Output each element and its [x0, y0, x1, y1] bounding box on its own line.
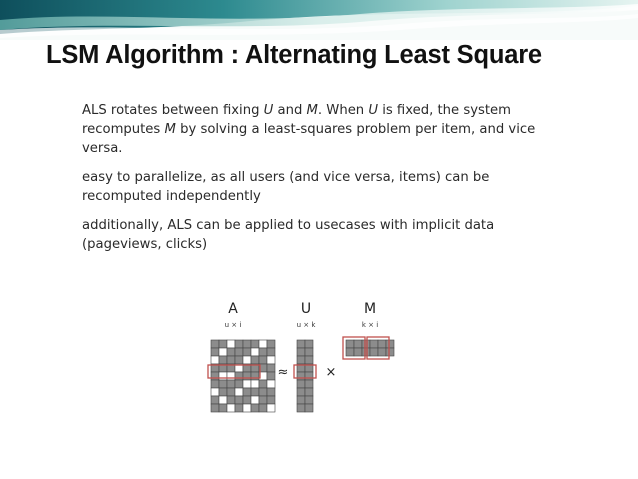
- paragraph-als-rotation: [82, 101, 552, 158]
- matrix-cell: [219, 372, 227, 380]
- matrix-cell: [305, 356, 313, 364]
- matrix-cell: [211, 372, 219, 380]
- matrix-cell: [305, 396, 313, 404]
- matrix-cell: [243, 404, 251, 412]
- matrix-cell: [235, 380, 243, 388]
- matrix-cell: [305, 380, 313, 388]
- header-banner-decoration: [0, 0, 638, 40]
- matrix-a-grid: [211, 340, 275, 412]
- matrix-cell: [251, 348, 259, 356]
- matrix-cell: [219, 404, 227, 412]
- matrix-u-grid: [297, 340, 313, 412]
- matrix-cell: [305, 348, 313, 356]
- matrix-cell: [267, 396, 275, 404]
- matrix-cell: [297, 372, 305, 380]
- matrix-cell: [251, 356, 259, 364]
- approx-symbol: ≈: [277, 365, 289, 380]
- matrix-cell: [227, 348, 235, 356]
- matrix-cell: [251, 404, 259, 412]
- text-segment: is fixed, the system recomputes: [82, 103, 512, 137]
- matrix-cell: [251, 388, 259, 396]
- text-segment: by solving a least-squares problem per item, and vice versa.: [82, 122, 536, 156]
- matrix-cell: [297, 348, 305, 356]
- matrix-cell: [378, 348, 386, 356]
- matrix-cell: [243, 348, 251, 356]
- matrix-cell: [235, 348, 243, 356]
- matrix-cell: [251, 380, 259, 388]
- matrix-cell: [227, 388, 235, 396]
- matrix-cell: [227, 372, 235, 380]
- matrix-a-dims: u × i: [224, 321, 242, 329]
- matrix-cell: [267, 372, 275, 380]
- matrix-cell: [211, 380, 219, 388]
- matrix-cell: [227, 404, 235, 412]
- matrix-cell: [297, 396, 305, 404]
- matrix-cell: [362, 348, 370, 356]
- matrix-cell: [297, 404, 305, 412]
- variable-u: U: [368, 103, 379, 118]
- matrix-cell: [211, 340, 219, 348]
- matrix-cell: [227, 356, 235, 364]
- matrix-cell: [386, 348, 394, 356]
- matrix-a-label: A: [228, 301, 238, 317]
- matrix-u-label: U: [300, 301, 312, 317]
- matrix-cell: [235, 388, 243, 396]
- paragraph-implicit-data: additionally, ALS can be applied to usecases with implicit data (pageviews, clicks): [82, 218, 495, 252]
- matrix-cell: [251, 396, 259, 404]
- matrix-cell: [354, 348, 362, 356]
- matrix-cell: [305, 340, 313, 348]
- matrix-cell: [235, 396, 243, 404]
- matrix-cell: [267, 380, 275, 388]
- matrix-cell: [354, 340, 362, 348]
- paragraph-parallelize: easy to parallelize, as all users (and vice versa, items) can be recomputed independently: [82, 170, 490, 204]
- matrix-cell: [370, 348, 378, 356]
- matrix-factorization-diagram: [200, 296, 410, 416]
- matrix-m-label: M: [363, 301, 377, 317]
- matrix-cell: [386, 340, 394, 348]
- matrix-cell: [227, 340, 235, 348]
- matrix-cell: [259, 388, 267, 396]
- matrix-cell: [235, 372, 243, 380]
- matrix-u-dims: u × k: [296, 321, 316, 329]
- matrix-cell: [305, 388, 313, 396]
- text-segment: . When: [317, 103, 369, 118]
- matrix-cell: [378, 340, 386, 348]
- matrix-cell: [243, 380, 251, 388]
- matrix-cell: [235, 340, 243, 348]
- variable-u: U: [263, 103, 274, 118]
- matrix-cell: [243, 388, 251, 396]
- matrix-cell: [219, 380, 227, 388]
- matrix-cell: [305, 372, 313, 380]
- matrix-cell: [211, 396, 219, 404]
- matrix-cell: [259, 396, 267, 404]
- matrix-cell: [346, 348, 354, 356]
- variable-m: M: [164, 122, 176, 137]
- slide-title: LSM Algorithm : Alternating Least Square: [46, 41, 542, 69]
- matrix-cell: [259, 404, 267, 412]
- matrix-cell: [267, 388, 275, 396]
- text-segment: ALS rotates between fixing: [82, 103, 264, 118]
- matrix-cell: [235, 356, 243, 364]
- matrix-cell: [219, 340, 227, 348]
- matrix-cell: [211, 388, 219, 396]
- matrix-cell: [219, 396, 227, 404]
- matrix-cell: [243, 340, 251, 348]
- matrix-cell: [297, 380, 305, 388]
- matrix-cell: [219, 388, 227, 396]
- matrix-cell: [227, 380, 235, 388]
- matrix-cell: [227, 396, 235, 404]
- slide-body: [82, 101, 552, 264]
- matrix-cell: [267, 356, 275, 364]
- matrix-cell: [211, 348, 219, 356]
- matrix-cell: [211, 404, 219, 412]
- text-segment: and: [273, 103, 307, 118]
- matrix-cell: [251, 340, 259, 348]
- matrix-cell: [346, 340, 354, 348]
- matrix-cell: [267, 404, 275, 412]
- matrix-m-grid: [346, 340, 394, 356]
- matrix-cell: [362, 340, 370, 348]
- matrix-cell: [251, 372, 259, 380]
- variable-m: M: [306, 103, 318, 118]
- matrix-cell: [297, 388, 305, 396]
- matrix-cell: [267, 348, 275, 356]
- matrix-cell: [259, 348, 267, 356]
- matrix-cell: [243, 356, 251, 364]
- matrix-cell: [305, 404, 313, 412]
- matrix-cell: [267, 340, 275, 348]
- matrix-cell: [243, 372, 251, 380]
- matrix-cell: [370, 340, 378, 348]
- times-symbol: ×: [325, 365, 337, 380]
- matrix-cell: [235, 404, 243, 412]
- matrix-cell: [211, 356, 219, 364]
- matrix-cell: [219, 348, 227, 356]
- matrix-m-dims: k × i: [361, 321, 379, 329]
- matrix-cell: [243, 396, 251, 404]
- matrix-cell: [259, 340, 267, 348]
- matrix-cell: [219, 356, 227, 364]
- matrix-cell: [297, 356, 305, 364]
- matrix-cell: [297, 340, 305, 348]
- matrix-cell: [267, 364, 275, 372]
- matrix-cell: [259, 356, 267, 364]
- matrix-cell: [259, 380, 267, 388]
